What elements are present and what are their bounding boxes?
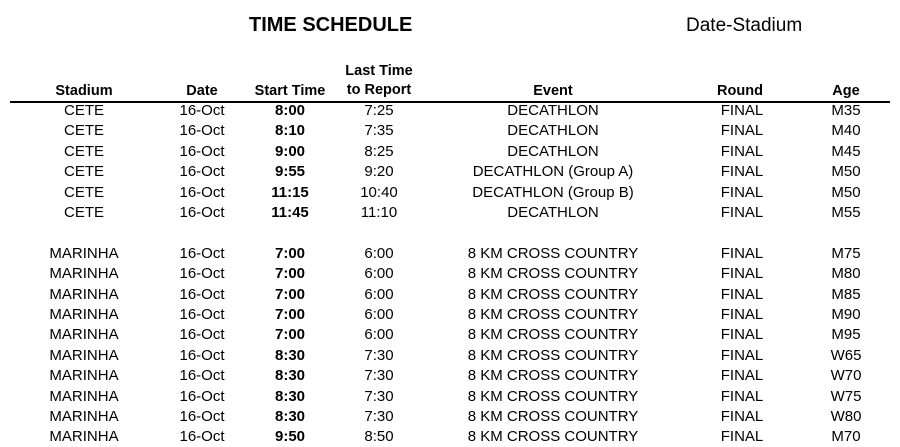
header-to-report: to Report bbox=[346, 82, 412, 98]
cell-event: 8 KM CROSS COUNTRY bbox=[467, 285, 639, 303]
table-row bbox=[0, 407, 900, 427]
cell-age: M95 bbox=[831, 326, 861, 344]
cell-age: M85 bbox=[831, 285, 861, 303]
cell-start-time: 11:45 bbox=[271, 204, 309, 221]
page-subtitle: Date-Stadium bbox=[686, 15, 803, 36]
cell-age: M50 bbox=[831, 163, 861, 181]
cell-report-time: 11:10 bbox=[360, 204, 398, 221]
cell-round: FINAL bbox=[720, 428, 764, 446]
cell-date: 16-Oct bbox=[179, 183, 225, 201]
cell-stadium: CETE bbox=[63, 163, 104, 181]
cell-event: DECATHLON bbox=[507, 102, 599, 119]
cell-age: M70 bbox=[831, 428, 861, 446]
cell-event: 8 KM CROSS COUNTRY bbox=[467, 265, 639, 283]
cell-report-time: 6:00 bbox=[364, 244, 394, 262]
page-title: TIME SCHEDULE bbox=[249, 14, 413, 36]
header-age: Age bbox=[832, 83, 860, 99]
cell-event: DECATHLON bbox=[507, 142, 599, 160]
cell-round: FINAL bbox=[720, 142, 764, 160]
header-round: Round bbox=[717, 83, 763, 99]
table-row bbox=[0, 325, 900, 345]
cell-start-time: 8:30 bbox=[274, 346, 306, 364]
cell-round: FINAL bbox=[720, 346, 764, 364]
cell-round: FINAL bbox=[720, 265, 764, 283]
cell-event: 8 KM CROSS COUNTRY bbox=[467, 326, 639, 344]
cell-report-time: 7:30 bbox=[364, 408, 394, 425]
cell-round: FINAL bbox=[720, 163, 764, 181]
cell-event: DECATHLON (Group B) bbox=[472, 183, 634, 201]
cell-report-time: 8:25 bbox=[364, 142, 394, 160]
cell-event: DECATHLON bbox=[507, 122, 599, 140]
cell-report-time: 6:00 bbox=[364, 326, 394, 344]
header-event: Event bbox=[533, 83, 573, 99]
cell-start-time: 8:00 bbox=[274, 102, 306, 119]
cell-date: 16-Oct bbox=[179, 367, 225, 385]
cell-age: M50 bbox=[831, 183, 861, 201]
cell-start-time: 8:10 bbox=[274, 122, 306, 140]
cell-round: FINAL bbox=[720, 183, 764, 201]
cell-stadium: MARINHA bbox=[49, 306, 119, 323]
cell-start-time: 7:00 bbox=[274, 285, 306, 303]
cell-date: 16-Oct bbox=[179, 428, 225, 446]
table-row bbox=[0, 162, 900, 182]
cell-stadium: MARINHA bbox=[49, 367, 119, 385]
cell-stadium: MARINHA bbox=[49, 244, 119, 262]
cell-date: 16-Oct bbox=[179, 306, 225, 323]
table-row bbox=[0, 244, 900, 264]
cell-age: W75 bbox=[830, 387, 862, 405]
cell-report-time: 8:50 bbox=[364, 428, 394, 446]
cell-date: 16-Oct bbox=[179, 102, 225, 119]
cell-stadium: CETE bbox=[63, 204, 104, 221]
cell-start-time: 9:00 bbox=[274, 142, 306, 160]
cell-event: DECATHLON (Group A) bbox=[472, 163, 634, 181]
table-row bbox=[0, 142, 900, 162]
table-row bbox=[0, 387, 900, 407]
cell-report-time: 6:00 bbox=[364, 285, 394, 303]
cell-stadium: MARINHA bbox=[49, 408, 119, 425]
cell-event: 8 KM CROSS COUNTRY bbox=[467, 387, 639, 405]
cell-start-time: 8:30 bbox=[274, 408, 306, 425]
cell-report-time: 7:30 bbox=[364, 367, 394, 385]
table-row bbox=[0, 264, 900, 284]
table-row bbox=[0, 427, 900, 447]
cell-report-time: 9:20 bbox=[364, 163, 394, 181]
cell-date: 16-Oct bbox=[179, 408, 225, 425]
table-row bbox=[0, 183, 900, 203]
header-date: Date bbox=[186, 83, 218, 99]
cell-age: M75 bbox=[831, 244, 861, 262]
cell-round: FINAL bbox=[720, 408, 764, 425]
table-row bbox=[0, 346, 900, 366]
cell-start-time: 7:00 bbox=[274, 265, 306, 283]
cell-age: M40 bbox=[831, 122, 861, 140]
cell-start-time: 9:55 bbox=[274, 163, 306, 181]
cell-age: W70 bbox=[830, 367, 862, 385]
cell-stadium: MARINHA bbox=[49, 285, 119, 303]
cell-date: 16-Oct bbox=[179, 122, 225, 140]
cell-age: M80 bbox=[831, 265, 861, 283]
cell-stadium: MARINHA bbox=[49, 387, 119, 405]
cell-round: FINAL bbox=[720, 387, 764, 405]
cell-age: M45 bbox=[831, 142, 861, 160]
cell-age: M90 bbox=[831, 306, 861, 323]
cell-round: FINAL bbox=[720, 306, 764, 323]
cell-event: 8 KM CROSS COUNTRY bbox=[467, 367, 639, 385]
table-row bbox=[0, 305, 900, 325]
cell-report-time: 7:30 bbox=[364, 346, 394, 364]
cell-date: 16-Oct bbox=[179, 142, 225, 160]
cell-stadium: MARINHA bbox=[49, 265, 119, 283]
table-row bbox=[0, 285, 900, 305]
cell-report-time: 6:00 bbox=[364, 306, 394, 323]
cell-event: 8 KM CROSS COUNTRY bbox=[467, 428, 639, 446]
cell-report-time: 7:30 bbox=[364, 387, 394, 405]
cell-start-time: 7:00 bbox=[274, 306, 306, 323]
cell-date: 16-Oct bbox=[179, 244, 225, 262]
header-last-time: Last Time bbox=[345, 63, 413, 79]
cell-start-time: 7:00 bbox=[274, 244, 306, 262]
cell-date: 16-Oct bbox=[179, 326, 225, 344]
cell-stadium: CETE bbox=[63, 183, 104, 201]
cell-date: 16-Oct bbox=[179, 265, 225, 283]
cell-report-time: 10:40 bbox=[360, 183, 398, 201]
cell-start-time: 7:00 bbox=[274, 326, 306, 344]
header-stadium: Stadium bbox=[55, 83, 113, 99]
cell-stadium: CETE bbox=[63, 102, 104, 119]
table-row bbox=[0, 366, 900, 386]
cell-report-time: 7:25 bbox=[364, 102, 394, 119]
cell-event: 8 KM CROSS COUNTRY bbox=[467, 244, 639, 262]
cell-age: W65 bbox=[830, 346, 862, 364]
table-row bbox=[0, 203, 900, 223]
table-row bbox=[0, 101, 900, 121]
cell-round: FINAL bbox=[720, 122, 764, 140]
cell-round: FINAL bbox=[720, 326, 764, 344]
cell-start-time: 11:15 bbox=[271, 183, 309, 201]
cell-start-time: 9:50 bbox=[274, 428, 306, 446]
cell-event: 8 KM CROSS COUNTRY bbox=[467, 306, 639, 323]
cell-report-time: 7:35 bbox=[364, 122, 394, 140]
cell-age: M35 bbox=[831, 102, 861, 119]
table-row bbox=[0, 121, 900, 141]
cell-event: DECATHLON bbox=[507, 204, 599, 221]
cell-round: FINAL bbox=[720, 204, 764, 221]
cell-date: 16-Oct bbox=[179, 387, 225, 405]
cell-start-time: 8:30 bbox=[274, 387, 306, 405]
cell-date: 16-Oct bbox=[179, 204, 225, 221]
cell-date: 16-Oct bbox=[179, 163, 225, 181]
cell-stadium: MARINHA bbox=[49, 346, 119, 364]
header-start-time: Start Time bbox=[254, 83, 326, 99]
cell-date: 16-Oct bbox=[179, 285, 225, 303]
cell-event: 8 KM CROSS COUNTRY bbox=[467, 346, 639, 364]
cell-event: 8 KM CROSS COUNTRY bbox=[467, 408, 639, 425]
cell-age: M55 bbox=[831, 204, 861, 221]
cell-date: 16-Oct bbox=[179, 346, 225, 364]
cell-round: FINAL bbox=[720, 285, 764, 303]
cell-start-time: 8:30 bbox=[274, 367, 306, 385]
cell-age: W80 bbox=[830, 408, 862, 425]
cell-round: FINAL bbox=[720, 102, 764, 119]
cell-stadium: MARINHA bbox=[49, 326, 119, 344]
cell-report-time: 6:00 bbox=[364, 265, 394, 283]
cell-round: FINAL bbox=[720, 367, 764, 385]
cell-stadium: CETE bbox=[63, 122, 104, 140]
cell-stadium: MARINHA bbox=[49, 428, 119, 446]
cell-round: FINAL bbox=[720, 244, 764, 262]
cell-stadium: CETE bbox=[63, 142, 104, 160]
